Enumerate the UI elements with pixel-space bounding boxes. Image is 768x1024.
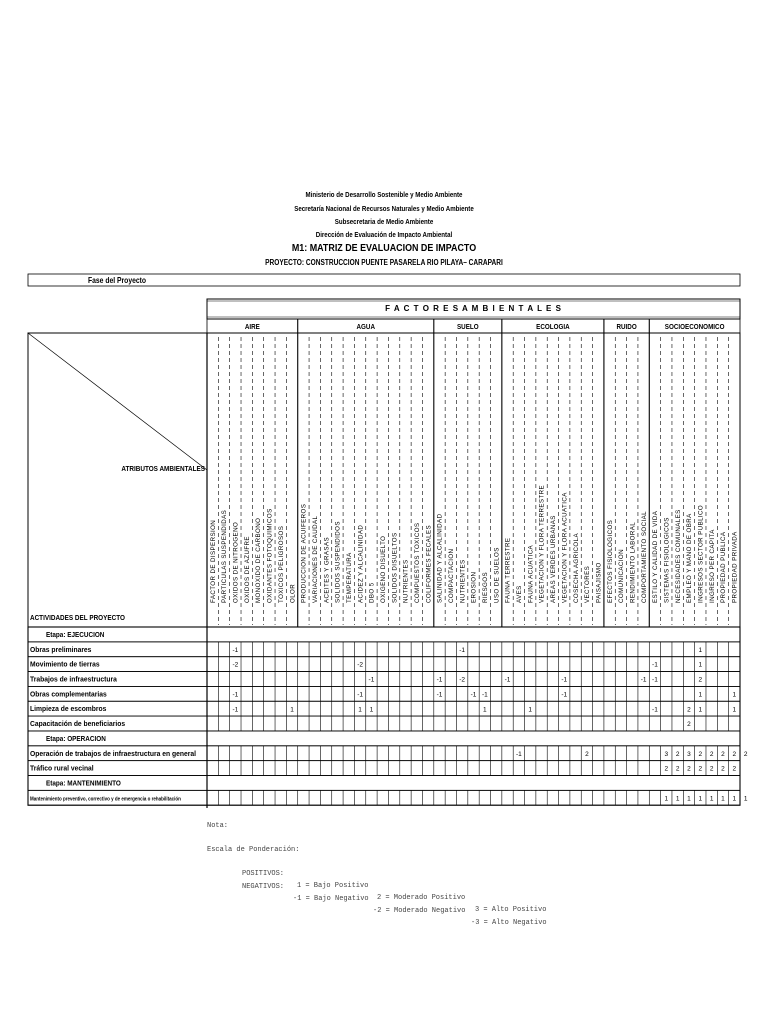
cell-value: 1	[528, 706, 533, 714]
cell-value: 2	[687, 706, 691, 714]
directorate-line: Dirección de Evaluación de Impacto Ambiental	[315, 230, 453, 239]
subsecretariat-line: Subsecretaria de Medio Ambiente	[334, 217, 434, 226]
cell-value: 1	[732, 706, 737, 714]
cell-value: 1	[698, 646, 703, 654]
cell-value: -1	[652, 661, 658, 669]
cell-value: 2	[732, 765, 737, 773]
activity-row	[28, 716, 740, 731]
cell-value: 3	[687, 750, 691, 758]
cell-value: 2	[687, 721, 691, 729]
ministry-line: Ministerio de Desarrollo Sostenible y Medio Ambiente	[305, 190, 463, 199]
column-label: OXIDOS DE AZUFRE	[243, 536, 251, 603]
cell-value: -1	[436, 691, 443, 699]
stage-label: Etapa: EJECUCION	[46, 631, 105, 640]
attributes-label: ATRIBUTOS AMBIENTALES	[121, 465, 205, 474]
cell-value: 2	[698, 765, 703, 773]
cell-value: 1	[732, 795, 737, 803]
column-label: OXIGENO DISUELTO	[379, 535, 387, 603]
cell-value: -2	[232, 661, 239, 669]
column-label: NUTRIENTES	[459, 559, 467, 603]
negative-2: -2 = Moderado Negativo	[373, 907, 466, 915]
stage-label: Etapa: OPERACION	[46, 735, 106, 744]
stage-row	[28, 731, 740, 746]
cell-value: 2	[675, 765, 680, 773]
cell-value: 1	[698, 706, 703, 714]
activity-label: Obras preliminares	[30, 645, 92, 654]
cell-value: 2	[585, 750, 589, 758]
column-label: ESTILO Y CALIDAD DE VIDA	[652, 510, 660, 603]
cell-value: 1	[290, 706, 294, 714]
column-label: EROSION	[470, 571, 478, 603]
cell-value: -1	[504, 676, 511, 684]
cell-value: -2	[357, 661, 363, 669]
cell-value: 1	[358, 706, 362, 714]
activity-label: Obras complementarias	[30, 690, 107, 699]
negative-1: -1 = Bajo Negativo	[293, 895, 369, 903]
cell-value: -1	[232, 691, 239, 699]
cell-value: 1	[687, 795, 691, 803]
group-label: RUIDO	[616, 323, 637, 332]
column-label: VARIACIONES DE CAUDAL	[311, 515, 319, 603]
column-label: RIESGOS	[482, 572, 490, 603]
column-label: TEMPERATURA	[345, 552, 353, 603]
group-label: AIRE	[244, 323, 260, 332]
column-label: PROPIEDAD PRIVADA	[731, 531, 739, 603]
column-label: USO DE SUELOS	[493, 547, 501, 603]
cell-value: 1	[721, 795, 725, 803]
cell-value: -1	[652, 706, 658, 714]
column-label: PRODUCCION DE ACUIFEROS	[300, 503, 308, 603]
cell-value: -1	[232, 646, 239, 654]
cell-value: 2	[687, 765, 691, 773]
column-label: OLOR	[289, 583, 297, 603]
activity-row	[28, 657, 740, 672]
column-label: MONOXIDO DE CARBONO	[255, 517, 263, 603]
cell-value: -2	[459, 676, 466, 684]
activity-label: Limpieza de escombros	[30, 704, 107, 714]
group-label: AGUA	[356, 323, 376, 332]
activity-label: Movimiento de tierras	[30, 660, 100, 669]
secretariat-line: Secretaría Nacional de Recursos Naturales y Medio Ambiente	[294, 204, 474, 213]
positive-label: POSITIVOS:	[242, 870, 285, 878]
cell-value: -1	[652, 676, 658, 684]
cell-value: -1	[481, 691, 488, 699]
column-label: OXIDANTES FOTOQUIMICOS	[266, 508, 274, 603]
column-label: COMUNICACION	[618, 549, 626, 603]
cell-value: 1	[664, 795, 669, 803]
column-label: VEGETACION Y FLORA TERRESTRE	[538, 484, 546, 603]
column-label: SOLIDOS DISUELTOS	[391, 532, 399, 603]
cell-value: 3	[664, 750, 669, 758]
activity-label: Tráfico rural vecinal	[30, 764, 94, 773]
cell-value: 2	[698, 676, 703, 684]
notes-title: Nota:	[207, 822, 229, 830]
column-label: COMPORTAMIENTO SOCIAL	[640, 511, 648, 603]
column-label: PROPIEDAD PUBLICA	[720, 531, 728, 603]
column-label: PAISAJISMO	[595, 562, 603, 603]
group-label: SUELO	[457, 323, 479, 332]
column-label: ACEITES Y GRASAS	[323, 536, 331, 603]
column-label: AVES	[516, 585, 524, 603]
column-label: FAUNA ACUATICA	[527, 544, 535, 603]
cell-value: 2	[721, 750, 725, 758]
cell-value: 2	[698, 750, 703, 758]
cell-value: -1	[515, 750, 522, 758]
cell-value: 2	[743, 750, 748, 758]
stage-row	[28, 627, 740, 642]
group-label: ECOLOGIA	[536, 323, 570, 332]
column-label: INGRESO PER CAPITA	[708, 529, 716, 603]
cell-value: 2	[732, 750, 737, 758]
column-label: NUTRIENTES	[402, 559, 410, 603]
activity-row	[28, 642, 740, 657]
cell-value: 1	[709, 795, 714, 803]
group-label: SOCIOECONOMICO	[664, 323, 725, 332]
column-label: ACIDEZ Y ALCALINIDAD	[357, 524, 365, 603]
column-label: COMPACTACION	[448, 548, 456, 603]
column-label: SOLIDOS SUSPENDIDOS	[334, 521, 342, 603]
activity-label: Mantenimiento preventivo, correctivo y de emergencia o rehabilitación	[30, 797, 181, 803]
cell-value: 2	[721, 765, 725, 773]
activity-row	[28, 672, 740, 687]
negative-label: NEGATIVOS:	[242, 883, 285, 891]
cell-value: 2	[675, 750, 680, 758]
column-label: FAUNA TERRESTRE	[504, 537, 512, 603]
cell-value: 2	[664, 765, 669, 773]
activity-row	[28, 761, 740, 776]
column-label: OXIDOS DE NITROGENO	[232, 521, 240, 603]
activities-label: ACTIVIDADES DEL PROYECTO	[30, 614, 125, 623]
stage-label: Etapa: MANTENIMIENTO	[46, 780, 121, 788]
cell-value: 2	[709, 765, 714, 773]
cell-value: -1	[436, 676, 443, 684]
column-label: SALINIDAD Y ALCALINIDAD	[436, 513, 444, 603]
cell-value: -1	[459, 646, 466, 654]
column-label: AREAS VERDES URBANAS	[550, 515, 558, 603]
column-label: INGRESOS SECTOR PUBLICO	[697, 504, 705, 603]
cell-value: 1	[675, 795, 680, 803]
column-label: PARTICULAS SUSPENDIDAS	[221, 509, 229, 603]
cell-value: 1	[743, 795, 748, 803]
column-label: EMPLEO Y MANO DE OBRA	[686, 513, 694, 603]
notes-block	[207, 820, 547, 927]
document-title: M1: MATRIZ DE EVALUACION DE IMPACTO	[291, 242, 477, 254]
cell-value: 2	[709, 750, 714, 758]
column-label: COSECHA AGRICOLA	[572, 532, 580, 603]
project-line: PROYECTO: CONSTRUCCION PUENTE PASARELA RIO PILAYA– CARAPARI	[265, 258, 503, 267]
phase-label: Fase del Proyecto	[88, 275, 147, 286]
positive-1: 1 = Bajo Positivo	[297, 882, 369, 890]
positive-3: 3 = Alto Positivo	[475, 906, 547, 914]
cell-value: 1	[369, 706, 374, 714]
column-label: VECTORES	[584, 565, 592, 603]
column-label: VEGETACION Y FLORA ACUATICA	[561, 492, 569, 603]
column-label: RENDIMIENTO LABORAL	[629, 521, 637, 603]
column-label: NECESIDADES COMUNALES	[674, 509, 682, 603]
column-label: TOXICOS PELIGROSOS	[277, 525, 285, 603]
activity-row	[28, 701, 740, 716]
negative-3: -3 = Alto Negativo	[471, 919, 547, 927]
column-label: EFECTOS FISIOLOGICOS	[606, 519, 614, 603]
cell-value: 1	[698, 795, 703, 803]
activity-row	[28, 686, 740, 701]
activity-label: Operación de trabajos de infraestructura en general	[30, 749, 196, 758]
column-label: DBO 5	[368, 582, 376, 603]
cell-value: -1	[561, 676, 568, 684]
scale-title: Escala de Ponderación:	[207, 846, 300, 854]
cell-value: -1	[232, 706, 239, 714]
activity-label: Capacitación de beneficiarios	[30, 719, 126, 729]
column-label: FACTOR DE DISPERSION	[209, 519, 217, 603]
cell-value: -1	[368, 676, 375, 684]
column-label: COLIFORMES FECALES	[425, 524, 433, 603]
cell-value: -1	[561, 691, 568, 699]
cell-value: -1	[640, 676, 647, 684]
cell-value: 1	[483, 706, 487, 714]
column-label: COMPUESTOS TOXICOS	[413, 522, 421, 603]
column-label: SISTEMAS FISIOLOGICOS	[663, 517, 671, 603]
cell-value: 1	[698, 661, 703, 669]
stage-row	[28, 776, 740, 791]
activity-label: Trabajos de infraestructura	[30, 675, 117, 684]
cell-value: -1	[357, 691, 363, 699]
cell-value: -1	[470, 691, 477, 699]
cell-value: 1	[698, 691, 703, 699]
factors-title: F A C T O R E S A M B I E N T A L E S	[385, 304, 562, 313]
diagonal-line	[28, 333, 207, 470]
cell-value: 1	[732, 691, 737, 699]
positive-2: 2 = Moderado Positivo	[377, 894, 466, 902]
